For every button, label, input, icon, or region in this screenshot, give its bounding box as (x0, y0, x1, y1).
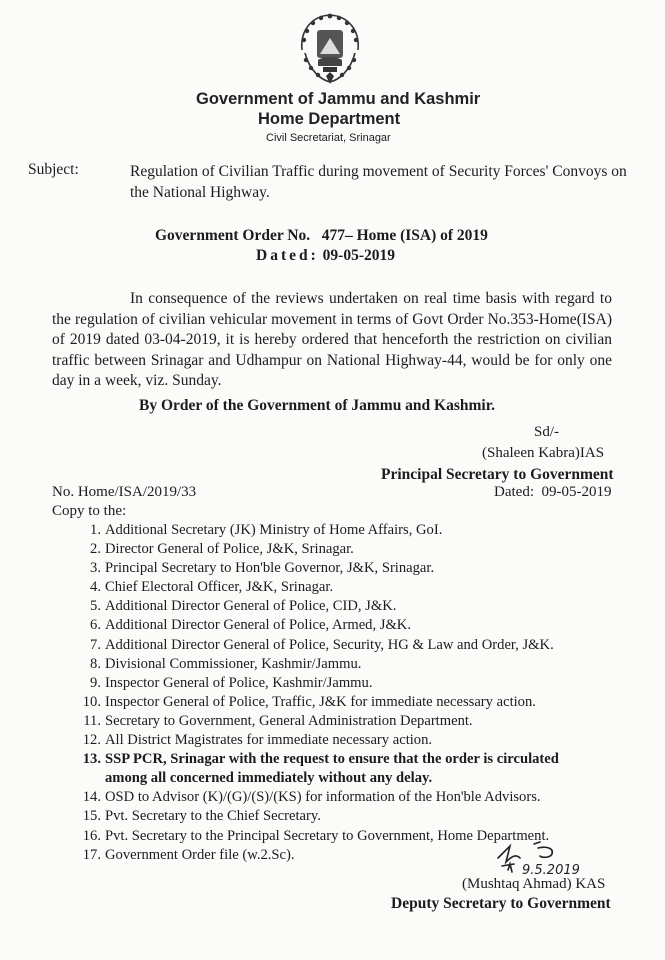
copy-to-item-number: 9. (90, 674, 101, 691)
copy-to-item-text: Chief Electoral Officer, J&K, Srinagar. (105, 579, 334, 596)
copy-to-item-number: 6. (90, 617, 101, 634)
copy-to-item-number: 2. (90, 541, 101, 558)
copy-to-item-text: All District Magistrates for immediate necessary action. (105, 732, 433, 749)
copy-to-item-text: SSP PCR, Srinagar with the request to ensure that the order is circulated (105, 751, 559, 768)
copy-to-item-text: Pvt. Secretary to the Principal Secretary to Government, Home Department. (105, 827, 550, 844)
copy-to-item-text: Inspector General of Police, Traffic, J&K for immediate necessary action. (105, 693, 536, 710)
subject-label: Subject: (28, 161, 79, 178)
copy-to-item (75, 655, 635, 674)
copy-to-item-number: 13. (82, 751, 101, 768)
order-paragraph (52, 289, 612, 392)
copy-to-item (75, 616, 635, 635)
copy-to-item-text: Additional Director General of Police, Security, HG & Law and Order, J&K. (105, 636, 554, 653)
header-department: Home Department (258, 110, 401, 128)
copy-to-item-number: 17. (82, 846, 101, 863)
copy-to-item-number: 12. (82, 732, 101, 749)
copy-to-item (75, 636, 635, 655)
copy-to-list (75, 521, 635, 865)
signatory-designation: Principal Secretary to Government (381, 466, 614, 483)
copy-to-item-number: 15. (82, 808, 101, 825)
copy-to-label: Copy to the: (52, 503, 127, 519)
copy-to-item-text: Additional Director General of Police, CID, J&K. (105, 598, 397, 615)
order-date-value: 09-05-2019 (322, 247, 395, 264)
copy-to-item (75, 674, 635, 693)
copy-to-item-text: Inspector General of Police, Kashmir/Jammu. (105, 674, 373, 691)
copy-to-item-number: 4. (90, 579, 101, 596)
copy-to-item-continuation: among all concerned immediately without any delay. (105, 770, 433, 787)
copy-to-item-number: 16. (82, 827, 101, 844)
copy-to-item-text: Additional Secretary (JK) Ministry of Home Affairs, GoI. (105, 522, 443, 538)
copy-to-item (75, 540, 635, 559)
handwritten-signature-icon (494, 836, 624, 876)
copy-to-item (75, 750, 635, 788)
order-date-label: Dated: (256, 247, 319, 264)
header-government: Government of Jammu and Kashmir (196, 90, 481, 108)
copy-to-item (75, 597, 635, 616)
copy-to-item-number: 10. (82, 693, 101, 710)
copy-to-item (75, 578, 635, 597)
signed-mark: Sd/- (534, 424, 560, 440)
header-address: Civil Secretariat, Srinagar (266, 132, 391, 144)
copy-to-item (75, 559, 635, 578)
copy-to-item-text: Divisional Commissioner, Kashmir/Jammu. (105, 655, 362, 672)
reference-date: Dated: 09-05-2019 (494, 484, 612, 500)
copy-to-item-text: Secretary to Government, General Administration Department. (105, 712, 473, 729)
copy-to-item-text: Director General of Police, J&K, Srinagar. (105, 541, 354, 558)
order-number: Government Order No. 477– Home (ISA) of 2019 (155, 227, 488, 244)
copy-to-item (75, 712, 635, 731)
copy-to-item-text: Principal Secretary to Hon'ble Governor, J&K, Srinagar. (105, 560, 435, 577)
by-order-line: By Order of the Government of Jammu and Kashmir. (139, 397, 496, 414)
reference-number: No. Home/ISA/2019/33 (52, 484, 197, 500)
order-date (256, 247, 395, 265)
copy-to-item-text: Additional Director General of Police, Armed, J&K. (105, 617, 411, 634)
copy-to-item-text: Government Order file (w.2.Sc). (105, 846, 295, 863)
copy-to-item-text: OSD to Advisor (K)/(G)/(S)/(KS) for information of the Hon'ble Advisors. (105, 789, 541, 806)
deputy-designation: Deputy Secretary to Government (391, 895, 611, 912)
copy-to-item-number: 7. (90, 636, 101, 653)
signatory-name: (Shaleen Kabra)IAS (482, 445, 605, 461)
copy-to-item-text: Pvt. Secretary to the Chief Secretary. (105, 808, 321, 825)
handwritten-date: 9.5.2019 (522, 863, 580, 876)
copy-to-item-number: 5. (90, 598, 101, 615)
copy-to-item-number: 14. (82, 789, 101, 806)
order-paragraph-text: In consequence of the reviews undertaken on real time basis with regard to the regulation of civilian vehicular movement in terms of Govt Order No.353-Home(ISA) of 2019 dated 03-04-2019, it is hereby ordered that henceforth the restriction on civilian traffic between Srinagar and Udhampur on National Highway-44, would be for only one day in a week, viz. Sunday. (52, 290, 612, 389)
copy-to-item (75, 807, 635, 826)
state-emblem-icon (296, 10, 364, 88)
copy-to-item (75, 521, 635, 540)
deputy-name: (Mushtaq Ahmad) KAS (462, 876, 606, 892)
copy-to-item (75, 731, 635, 750)
copy-to-item-number: 11. (83, 712, 101, 729)
copy-to-item (75, 693, 635, 712)
copy-to-item-number: 8. (90, 655, 101, 672)
copy-to-item-number: 3. (90, 560, 101, 577)
subject-text: Regulation of Civilian Traffic during movement of Security Forces' Convoys on the National Highway. (130, 163, 627, 201)
copy-to-item-number: 1. (90, 522, 101, 538)
copy-to-item (75, 788, 635, 807)
